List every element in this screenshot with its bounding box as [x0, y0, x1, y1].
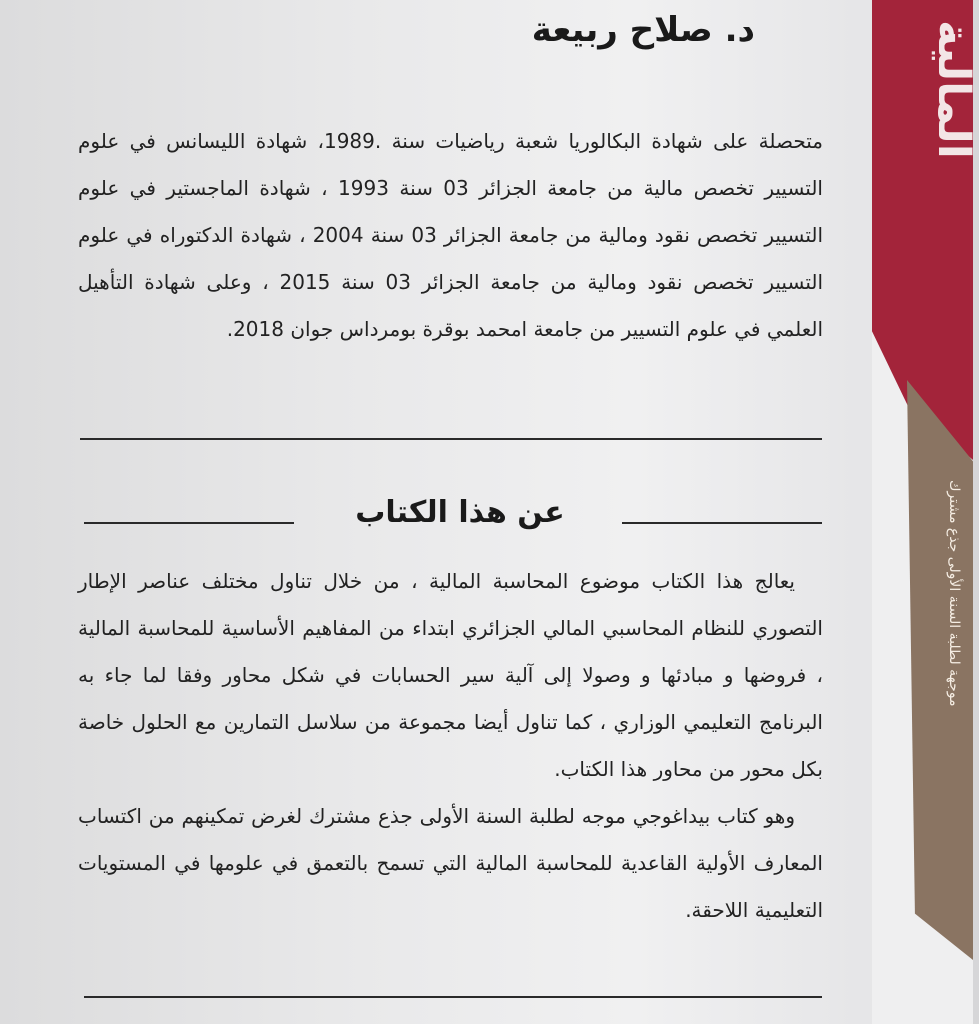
- about-paragraph-1: يعالج هذا الكتاب موضوع المحاسبة المالية ، من خلال تناول مختلف عناصر الإطار التصوري للنظام المحاسبي المالي الجزائري ابتداء من المفاهيم الأساسية للمحاسبة المالية ، فروضها و مبادئها و وصولا إلى آلية سير الحسابات في شكل محاور وفقا لما جاء به البرنامج التعليمي الوزاري ، كما تناول أيضا مجموعة من سلاسل التمارين مع الحلول خاصة بكل محور من محاور هذا الكتاب.: [78, 569, 823, 781]
- author-name: د. صلاح ربيعة: [531, 10, 755, 50]
- heading-rule-left: [84, 522, 294, 524]
- spine-subtitle: موجهة لطلبة السنة الأولى جذع مشترك: [946, 480, 962, 707]
- about-paragraph-2: وهو كتاب بيداغوجي موجه لطلبة السنة الأولى جذع مشترك لغرض تمكينهم من اكتساب المعارف الأولية القاعدية للمحاسبة المالية التي تسمح بالتعمق في علومها في المستويات التعليمية اللاحقة.: [78, 804, 823, 922]
- author-bio: متحصلة على شهادة البكالوريا شعبة رياضيات سنة .1989، شهادة الليسانس في علوم التسيير تخصص مالية من جامعة الجزائر 03 سنة 1993 ، شهادة الماجستير في علوم التسيير تخصص نقود ومالية من جامعة الجزائر 03 سنة 2004 ، شهادة الدكتوراه في علوم التسيير تخصص نقود ومالية من جامعة الجزائر 03 سنة 2015 ، وعلى شهادة التأهيل العلمي في علوم التسيير من جامعة امحمد بوقرة بومرداس جوان 2018.: [78, 129, 824, 341]
- divider-top: [80, 438, 822, 440]
- spine-title: المالية: [928, 20, 979, 159]
- heading-rule-right: [622, 522, 822, 524]
- about-book-text: [78, 558, 823, 934]
- section-heading: عن هذا الكتاب: [355, 495, 565, 530]
- divider-bottom: [84, 996, 822, 998]
